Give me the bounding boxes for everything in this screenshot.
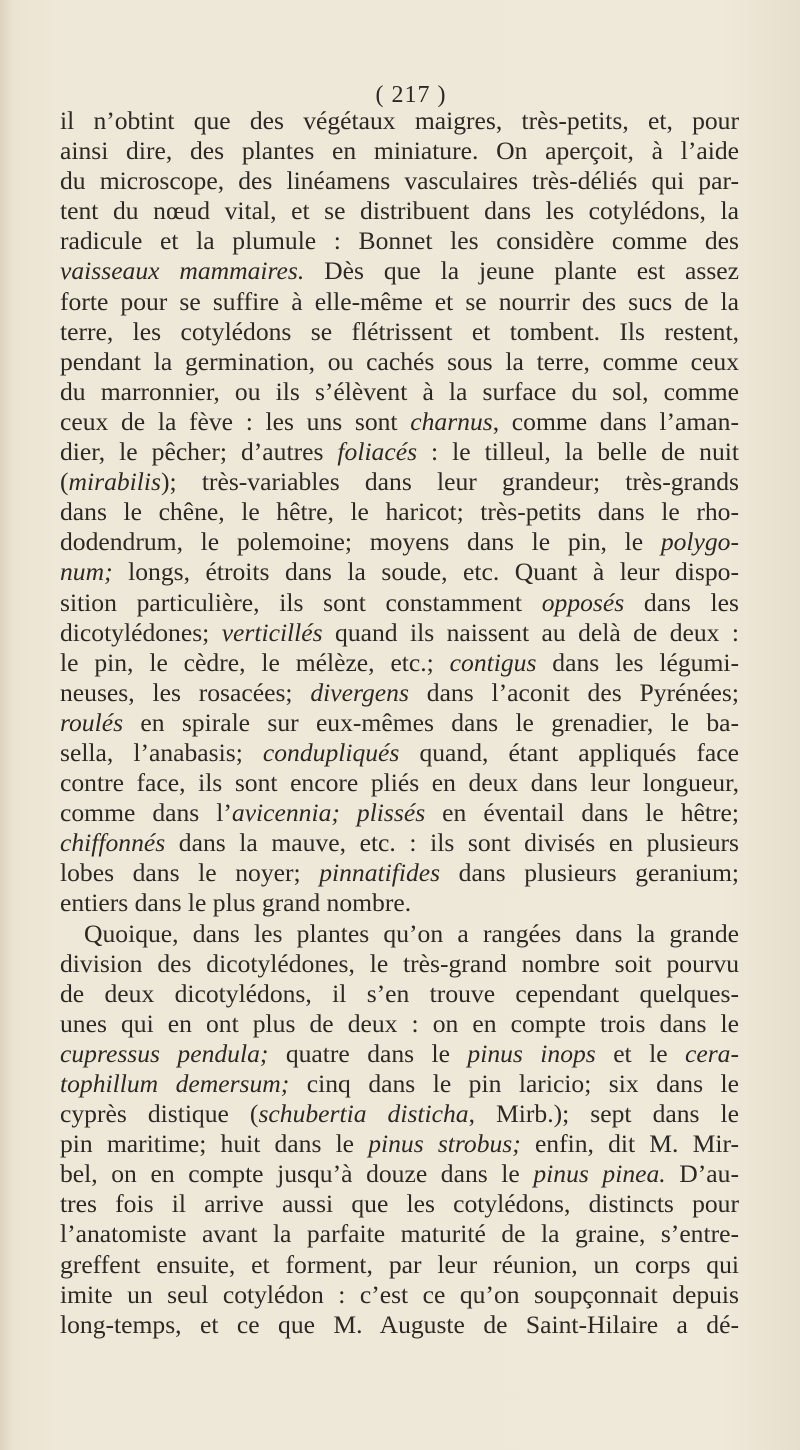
text-run: l’anatomiste avant la parfaite maturité de la graine, s’entre- [60,1219,739,1249]
text-run: pin maritime; huit dans le [60,1129,369,1159]
text-line [60,1009,739,1039]
text-line [60,1219,739,1249]
text-run: de deux dicotylédons, il s’en trouve cependant quelques- [60,978,739,1008]
text-run: dicotylédones; [60,617,222,647]
text-line [60,256,739,286]
text-run: Dès que la jeune plante est assez [304,256,740,286]
text-run: division des dicotylédones, le très-grand nombre soit pourvu [60,948,739,978]
italic-text: num; [60,557,113,587]
text-run: en spirale sur eux-mêmes dans le grenadier, le ba- [123,707,739,737]
italic-text: roulés [60,707,124,737]
text-line [60,196,739,226]
text-line [60,437,739,467]
text-run: dans plusieurs geranium; [440,858,739,888]
text-line [60,738,739,768]
text-line [60,1189,739,1219]
text-run: pendant la germination, ou cachés sous la terre, comme ceux [60,346,739,376]
text-run: forte pour se suffire à elle-même et se nourrir des sucs de la [60,286,739,316]
text-line [60,136,739,166]
text-line [60,497,739,527]
text-run: comme dans l’ [60,798,232,828]
text-run: greffent ensuite, et forment, par leur réunion, un corps qui [60,1249,739,1279]
italic-text: pinus pinea. [533,1159,666,1189]
italic-text: contigus [449,647,537,677]
text-line [60,1280,739,1310]
text-line [60,467,739,497]
italic-text: cera- [685,1038,739,1068]
text-line [60,1310,739,1340]
text-line [60,557,739,587]
text-line [60,828,739,858]
text-line [60,648,739,678]
paragraph [60,919,739,1340]
text-run: dier, le pêcher; d’autres [60,437,338,467]
italic-text: divergens [310,677,409,707]
text-line [60,347,739,377]
italic-text: opposés [541,587,625,617]
text-line [60,407,739,437]
text-line [60,527,739,557]
italic-text: schubertia disticha [258,1099,469,1129]
italic-text: verticillés [221,617,323,647]
text-line [60,317,739,347]
text-run: cinq dans le pin laricio; six dans le [289,1069,739,1098]
italic-text: avicennia; plissés [231,798,426,828]
italic-text: pinus strobus; [368,1129,521,1159]
italic-text: pinus inops [467,1038,596,1068]
text-run: longs, étroits dans la soude, etc. Quant à leur dispo- [112,557,739,587]
text-run: , comme dans l’aman- [492,406,739,436]
text-run: radicule et la plumule : Bonnet les considère comme des [60,226,739,256]
text-line [60,678,739,708]
text-line [60,618,739,648]
text-line [60,888,739,918]
text-run: le pin, le cèdre, le mélèze, etc.; [60,647,450,677]
text-line [60,858,739,888]
italic-text: mirabilis [68,467,161,497]
text-line [60,1250,739,1280]
text-run: lobes dans le noyer; [60,858,320,888]
page-number: ( 217 ) [375,82,447,108]
text-run: unes qui en ont plus de deux : on en compte trois dans le [60,1008,739,1038]
text-line [60,768,739,798]
text-run: dodendrum, le polemoine; moyens dans le pin, le [60,527,661,557]
text-run: contre face, ils sont encore pliés en deux dans leur longueur, [60,768,739,798]
text-run: enfin, dit M. Mir- [520,1129,739,1159]
text-run: ainsi dire, des plantes en miniature. On aperçoit, à l’aide [60,136,739,166]
text-run: terre, les cotylédons se flétrissent et tombent. Ils restent, [60,316,739,346]
text-run: dans les [624,587,739,617]
text-run: sella, l’anabasis; [60,737,263,767]
text-run: D’au- [665,1159,739,1189]
text-line [60,106,739,136]
text-line [60,287,739,317]
italic-text: polygo- [660,527,739,557]
text-run: il n’obtint que des végétaux maigres, très-petits, et, pour [60,106,739,135]
text-run: dans les légumi- [536,647,739,677]
text-run: tres fois il arrive aussi que les cotylédons, distincts pour [60,1189,739,1219]
text-run: dans l’aconit des Pyrénées; [408,677,739,707]
text-line [60,1099,739,1129]
text-run: du marronnier, ou ils s’élèvent à la surface du sol, comme [60,376,739,406]
text-run: dans le chêne, le hêtre, le haricot; très-petits dans le rho- [60,497,739,527]
text-line [60,377,739,407]
text-run: imite un seul cotylédon : c’est ce qu’on soupçonnait depuis [60,1279,739,1309]
text-run: entiers dans le plus grand nombre. [60,888,412,918]
text-run: bel, on en compte jusqu’à douze dans le [60,1159,534,1189]
text-run: et le [595,1038,685,1068]
text-run: dans la mauve, etc. : ils sont divisés en plusieurs [165,828,739,858]
text-run: quand ils naissent au delà de deux : [322,617,739,647]
italic-text: charnus [410,406,493,436]
text-run: sition particulière, ils sont constamment [60,587,542,617]
text-line [60,919,739,949]
text-line [60,1129,739,1159]
text-line [60,979,739,1009]
italic-text: foliacés [337,437,418,467]
paragraph [60,106,739,919]
text-line [60,1039,739,1069]
italic-text: chiffonnés [60,828,166,858]
italic-text: condupliqués [262,737,400,767]
text-run: neuses, les rosacées; [60,677,311,707]
text-run: cyprès distique ( [60,1099,259,1129]
text-run: du microscope, des linéamens vasculaires très-déliés qui par- [60,166,739,196]
text-run: quatre dans le [268,1038,468,1068]
text-run: en éventail dans le hêtre; [425,798,739,828]
text-run: ceux de la fève : les uns sont [60,406,411,436]
text-line [60,708,739,738]
text-run: Quoique, dans les plantes qu’on a rangées dans la grande [84,918,739,948]
text-line [60,588,739,618]
text-run: quand, étant appliqués face [399,737,740,767]
text-run: ( [60,467,69,497]
text-run: ); très-variables dans leur grandeur; très-grands [160,467,739,497]
text-line [60,1159,739,1189]
text-run: , Mirb.); sept dans le [468,1099,739,1129]
text-run: long-temps, et ce que M. Auguste de Saint-Hilaire a dé- [60,1309,739,1339]
italic-text: tophillum demersum; [60,1069,290,1098]
italic-text: pinnatifides [319,858,441,888]
text-line [60,798,739,828]
italic-text: cupressus pendula; [60,1038,269,1068]
text-line [60,226,739,256]
text-line [60,1069,739,1099]
body-text [60,106,739,1340]
text-line [60,166,739,196]
text-line [60,949,739,979]
text-run: : le tilleul, la belle de nuit [417,437,739,467]
text-run: tent du nœud vital, et se distribuent dans les cotylédons, la [60,196,739,226]
italic-text: vaisseaux mammaires. [60,256,305,286]
